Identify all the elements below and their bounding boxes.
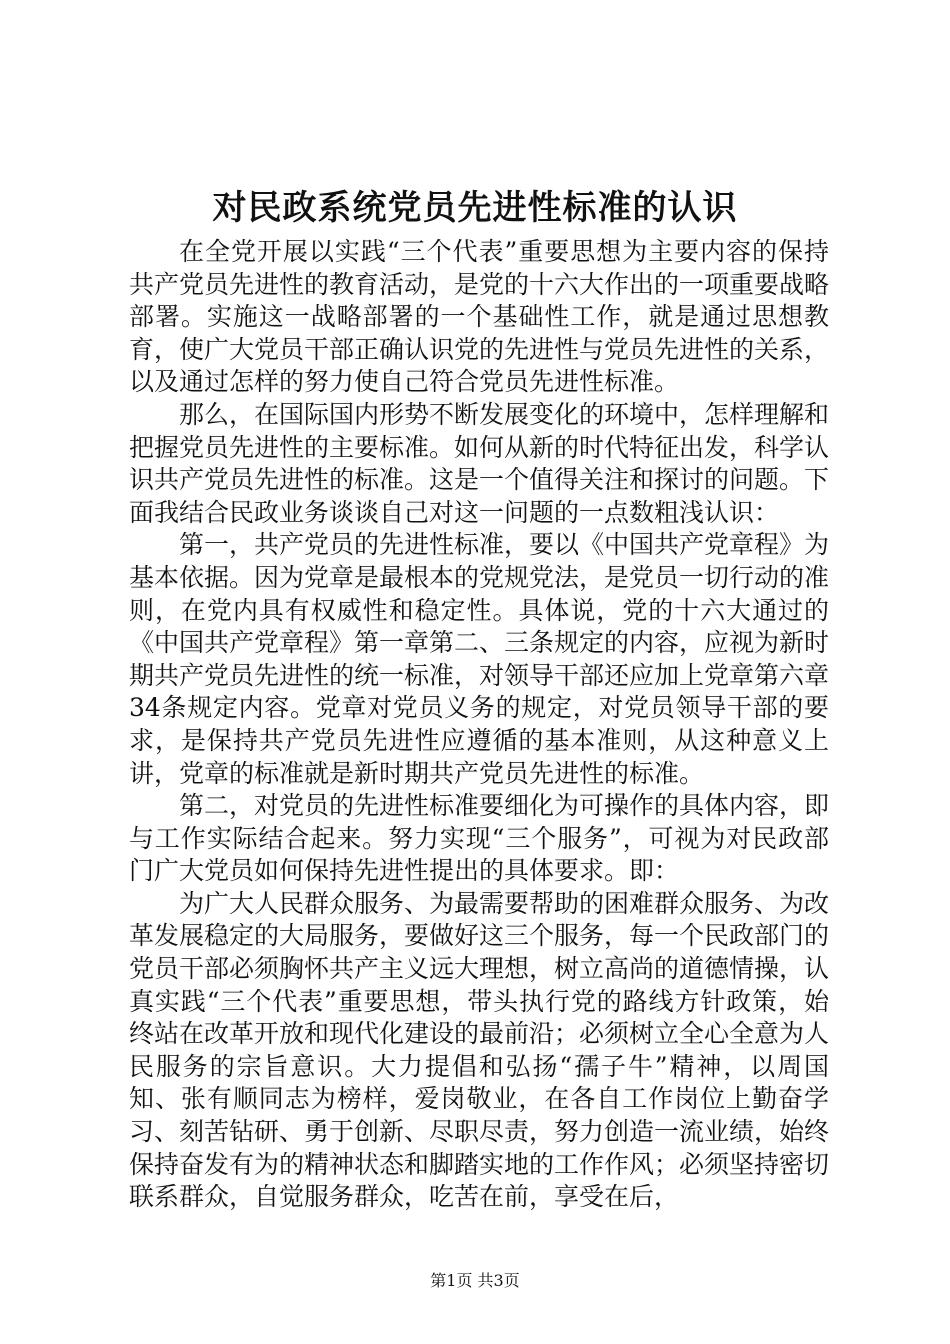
paragraph: 那么，在国际国内形势不断发展变化的环境中，怎样理解和把握党员先进性的主要标准。如何从新的时代特征出发，科学认识共产党员先进性的标准。这是一个值得关注和探讨的问题。下面我结合民政业务谈谈自己对这一问题的一点数粗浅认识：: [129, 399, 830, 527]
paragraph: 第二，对党员的先进性标准要细化为可操作的具体内容，即与工作实际结合起来。努力实现“三个服务”，可视为对民政部门广大党员如何保持先进性提出的具体要求。即：: [129, 791, 830, 886]
paragraph: 第一，共产党员的先进性标准，要以《中国共产党章程》为基本依据。因为党章是最根本的党规党法，是党员一切行动的准则，在党内具有权威性和稳定性。具体说，党的十六大通过的《中国共产党章程》第一章第二、三条规定的内容，应视为新时期共产党员先进性的统一标准，对领导干部还应加上党章第六章34条规定内容。党章对党员义务的规定，对党员领导干部的要求，是保持共产党员先进性应遵循的基本准则，从这种意义上讲，党章的标准就是新时期共产党员先进性的标准。: [129, 530, 830, 788]
page-number: 第1页 共3页: [430, 1271, 520, 1290]
paragraph: 为广大人民群众服务、为最需要帮助的困难群众服务、为改革发展稳定的大局服务，要做好这三个服务，每一个民政部门的党员干部必须胸怀共产主义远大理想，树立高尚的道德情操，认真实践“三个代表”重要思想，带头执行党的路线方针政策，始终站在改革开放和现代化建设的最前沿；必须树立全心全意为人民服务的宗旨意识。大力提倡和弘扬“孺子牛”精神，以周国知、张有顺同志为榜样，爱岗敬业，在各自工作岗位上勤奋学习、刻苦钻研、勇于创新、尽职尽责，努力创造一流业绩，始终保持奋发有为的精神状态和脚踏实地的工作作风；必须坚持密切联系群众，自觉服务群众，吃苦在前，享受在后，: [129, 888, 830, 1212]
document-title: 对民政系统党员先进性标准的认识: [212, 188, 738, 228]
document-body: [129, 236, 829, 1214]
paragraph: 在全党开展以实践“三个代表”重要思想为主要内容的保持共产党员先进性的教育活动，是党的十六大作出的一项重要战略部署。实施这一战略部署的一个基础性工作，就是通过思想教育，使广大党员干部正确认识党的先进性与党员先进性的关系，以及通过怎样的努力使自己符合党员先进性标准。: [129, 237, 830, 397]
